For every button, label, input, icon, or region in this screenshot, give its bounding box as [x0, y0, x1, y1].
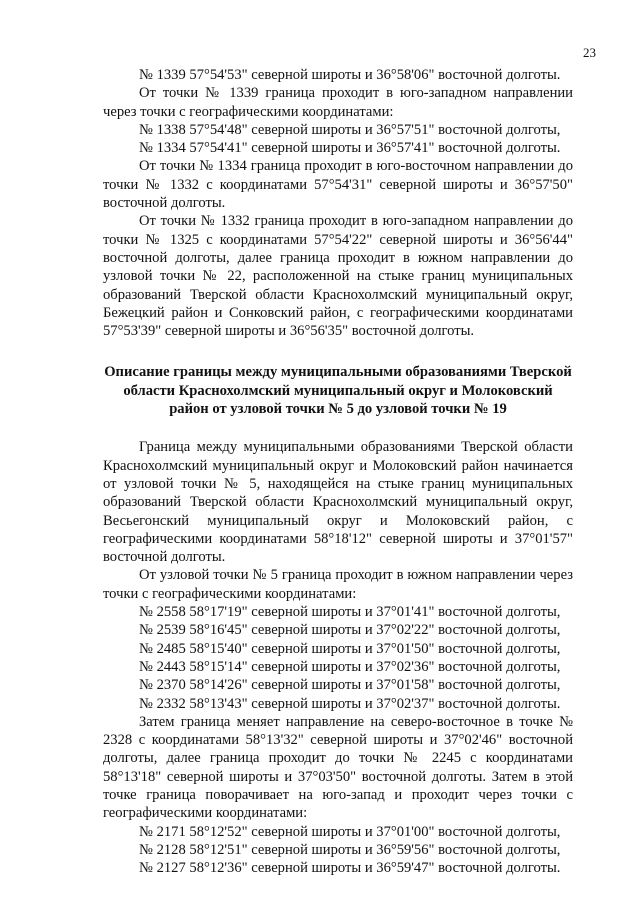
paragraph: № 2332 58°13'43" северной широты и 37°02'37" восточной долготы.: [139, 695, 561, 712]
paragraph: Затем граница меняет направление на северо-восточное в точке № 2328 с координатами 58°13'32" северной широты и 37°02'46" восточной долготы, далее граница проходит до точки № 2245 с координатами 58°13'18" северной широты и 37°03'50" восточной долготы. Затем в этой точке граница поворачивает на юго-запад и проходит через точки с географическими координатами:: [103, 713, 573, 822]
paragraph: От точки № 1332 граница проходит в юго-западном направлении до точки № 1325 с координатами 57°54'22" северной широты и 36°56'44" восточной долготы, далее граница проходит в южном направлении до узловой точки № 22, расположенной на стыке границ муниципальных образований Тверской области Краснохолмский муниципальный округ, Бежецкий район и Сонковский район, с географическими координатами 57°53'39" северной широты и 36°56'35" восточной долготы.: [103, 213, 573, 340]
paragraph: № 2171 58°12'52" северной широты и 37°01'00" восточной долготы,: [139, 823, 561, 840]
paragraph: № 1339 57°54'53" северной широты и 36°58'06" восточной долготы.: [139, 67, 561, 83]
paragraph: № 2485 58°15'40" северной широты и 37°01'50" восточной долготы,: [139, 640, 561, 657]
paragraph: От узловой точки № 5 граница проходит в южном направлении через точки с географическими координатами:: [103, 567, 573, 602]
page-number: 23: [583, 45, 596, 60]
paragraph: Граница между муниципальными образованиями Тверской области Краснохолмский муниципальный округ и Молоковский район начинается от узловой точки № 5, находящейся на стыке границ муниципальных образований Тверской области Краснохолмский муниципальный округ, Весьегонский муниципальный округ и Молоковский район, с географическими координатами 58°18'12" северной широты и 37°01'57" восточной долготы.: [103, 439, 573, 566]
paragraph: № 2443 58°15'14" северной широты и 37°02'36" восточной долготы,: [139, 658, 561, 675]
paragraph: № 2127 58°12'36" северной широты и 36°59'47" восточной долготы.: [139, 860, 561, 877]
paragraph: № 1334 57°54'41" северной широты и 36°57'41" восточной долготы.: [139, 140, 561, 157]
section-heading: Описание границы между муниципальными образованиями Тверской области Краснохолмский муниципальный округ и Молоковский район от узловой точки № 5 до узловой точки № 19: [104, 364, 572, 418]
paragraph: От точки № 1339 граница проходит в юго-западном направлении через точки с географическими координатами:: [103, 85, 573, 120]
paragraph: № 1338 57°54'48" северной широты и 36°57'51" восточной долготы,: [139, 121, 561, 138]
paragraph: № 2539 58°16'45" северной широты и 37°02'22" восточной долготы,: [139, 622, 561, 639]
paragraph: № 2558 58°17'19" северной широты и 37°01'41" восточной долготы,: [139, 604, 561, 621]
paragraph: № 2128 58°12'51" северной широты и 36°59'56" восточной долготы,: [139, 841, 561, 858]
paragraph: № 2370 58°14'26" северной широты и 37°01'58" восточной долготы,: [139, 677, 561, 694]
paragraph: От точки № 1334 граница проходит в юго-восточном направлении до точки № 1332 с координатами 57°54'31" северной широты и 36°57'50" восточной долготы.: [103, 158, 573, 212]
document-body: [103, 66, 573, 877]
